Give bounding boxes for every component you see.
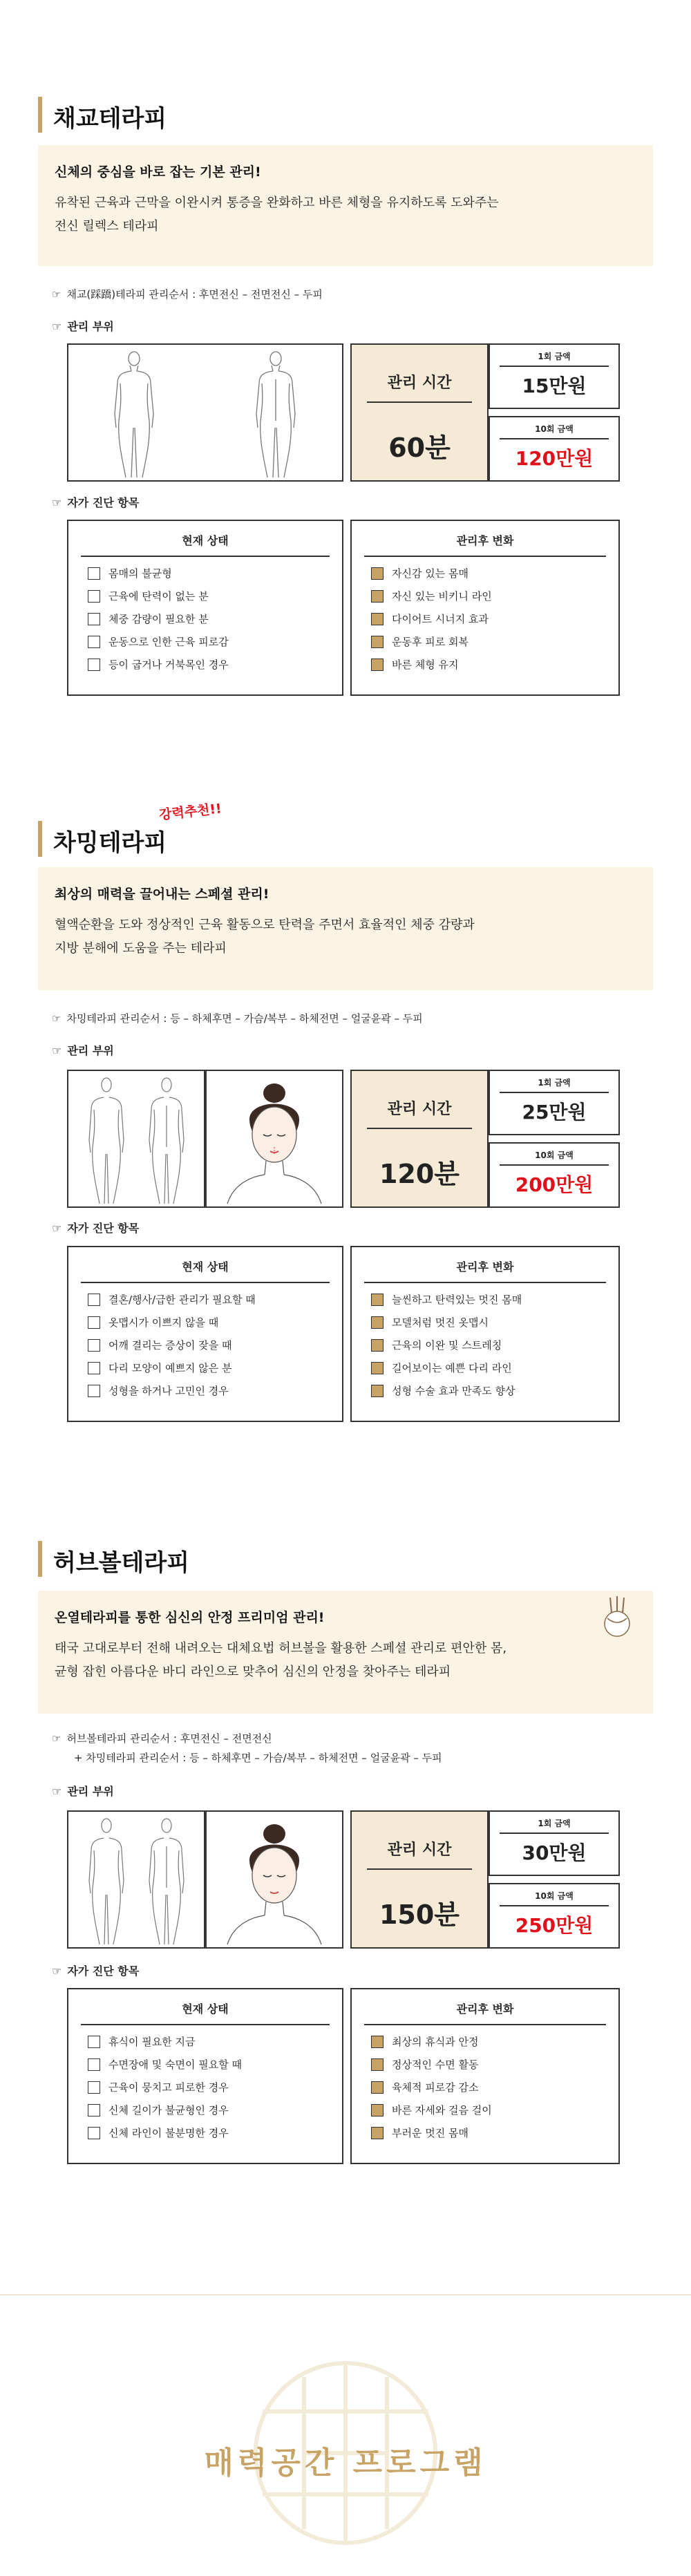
checklist-item[interactable]: [88, 612, 229, 635]
section-herbball: [0, 1506, 691, 2266]
checkbox-icon: [371, 2081, 384, 2094]
item-text: 몸매의 불균형: [108, 567, 172, 580]
current-state-table: [67, 520, 343, 696]
price-caption: 10회 금액: [535, 1891, 574, 1901]
item-text: 정상적인 수면 활동: [392, 2058, 479, 2071]
pointing-hand-icon: ☞: [52, 288, 61, 301]
check-label-text: 자가 진단 항목: [67, 1964, 140, 1978]
area-label-text: 관리 부위: [67, 1044, 114, 1057]
checklist-item[interactable]: [88, 635, 229, 658]
intro-line: 태국 고대로부터 전해 내려오는 대체요법 허브볼을 활용한 스페셜 관리로 편안한 몸,: [55, 1641, 507, 1656]
intro-line: 혈액순환을 도와 정상적인 근육 활동으로 탄력을 주면서 효율적인 체중 감량과: [55, 918, 475, 932]
price-value: 250만원: [515, 1914, 594, 1937]
item-text: 운동후 피로 회복: [392, 636, 468, 648]
divider: [500, 1164, 609, 1166]
price-value: 200만원: [515, 1173, 594, 1196]
time-value: 120분: [379, 1159, 460, 1189]
item-text: 등이 굽거나 거북목인 경우: [108, 659, 229, 671]
face-illustration-icon: [207, 1812, 342, 1947]
body-figure-box: [67, 1810, 205, 1949]
checklist: [88, 2035, 242, 2149]
current-state-table: [67, 1988, 343, 2164]
care-order: [52, 1009, 423, 1028]
title-accent-bar: [38, 1541, 42, 1577]
checklist: [371, 2035, 492, 2149]
table-header: 관리후 변화: [456, 534, 514, 547]
footer-divider: [0, 2294, 691, 2295]
table-header: 관리후 변화: [456, 1260, 514, 1273]
checkbox-icon[interactable]: [88, 2058, 100, 2071]
pointing-hand-icon: ☞: [52, 496, 62, 509]
table-header: 현재 상태: [182, 1260, 229, 1273]
checkbox-icon[interactable]: [88, 1294, 100, 1306]
current-state-table: [67, 1246, 343, 1422]
section-chaegyo: [0, 0, 691, 719]
area-label-text: 관리 부위: [67, 320, 114, 333]
title-accent-bar: [38, 97, 42, 133]
checklist-item: [371, 658, 492, 681]
checkbox-icon: [371, 1385, 384, 1397]
checkbox-icon[interactable]: [88, 613, 100, 625]
item-text: 운동으로 인한 근육 피로감: [108, 636, 229, 648]
checkbox-icon[interactable]: [88, 567, 100, 580]
checkbox-icon: [371, 659, 384, 671]
price-ten-box: [489, 1142, 620, 1208]
divider: [367, 401, 472, 403]
price-ten-box: [489, 416, 620, 482]
price-ten-box: [489, 1883, 620, 1949]
item-text: 자신 있는 비키니 라인: [392, 590, 492, 603]
herb-ball-icon: [598, 1595, 639, 1640]
checkbox-icon[interactable]: [88, 2127, 100, 2139]
item-text: 부러운 멋진 몸매: [392, 2127, 468, 2139]
care-order: [52, 285, 323, 304]
checklist-item: [371, 567, 492, 589]
checkbox-icon[interactable]: [88, 2036, 100, 2048]
pointing-hand-icon: ☞: [52, 1012, 61, 1025]
pointing-hand-icon: ☞: [52, 1044, 62, 1057]
checkbox-icon: [371, 2127, 384, 2139]
checklist-item: [371, 1361, 522, 1384]
divider: [81, 1282, 330, 1283]
checklist-item[interactable]: [88, 2058, 242, 2081]
price-caption: 10회 금액: [535, 1150, 574, 1160]
price-single-box: [489, 343, 620, 409]
body-silhouette-icon: [68, 1071, 204, 1206]
area-label: [52, 1042, 114, 1058]
item-text: 신체 길이가 불균형인 경우: [108, 2104, 229, 2116]
checkbox-icon: [371, 2104, 384, 2116]
body-figure-box: [67, 343, 343, 482]
section-title: 차밍테라피: [53, 829, 167, 857]
checkbox-icon[interactable]: [88, 1316, 100, 1329]
intro-lead: 최상의 매력을 끌어내는 스페셜 관리!: [55, 887, 269, 902]
divider: [500, 1832, 609, 1834]
divider: [500, 1092, 609, 1093]
item-text: 모델처럼 멋진 옷맵시: [392, 1316, 489, 1329]
checkbox-icon[interactable]: [88, 659, 100, 671]
intro-lead: 신체의 중심을 바로 잡는 기본 관리!: [55, 164, 261, 180]
time-label: 관리 시간: [387, 375, 452, 392]
time-value: 150분: [379, 1900, 460, 1930]
item-text: 신체 라인이 불분명한 경우: [108, 2127, 229, 2139]
price-caption: 1회 금액: [538, 352, 571, 361]
item-text: 결혼/행사/급한 관리가 필요할 때: [108, 1294, 256, 1306]
checkbox-icon: [371, 2036, 384, 2048]
check-label-text: 자가 진단 항목: [67, 1222, 140, 1235]
body-silhouette-icon: [68, 345, 342, 480]
intro-box: [38, 145, 653, 266]
time-label: 관리 시간: [387, 1841, 452, 1859]
checklist-item: [371, 2035, 492, 2058]
item-text: 바른 자세와 걸음 걸이: [392, 2104, 492, 2116]
time-box: [350, 343, 489, 482]
time-label: 관리 시간: [387, 1101, 452, 1118]
order-text: + 차밍테라피 관리순서 : 등 – 하체후면 – 가슴/복부 – 하체전면 – 얼굴윤곽 – 두피: [74, 1752, 442, 1764]
item-text: 자신감 있는 몸매: [392, 567, 468, 580]
checklist-item[interactable]: [88, 2035, 242, 2058]
after-care-table: [350, 520, 620, 696]
divider: [364, 556, 606, 557]
checkbox-icon: [371, 613, 384, 625]
area-label-text: 관리 부위: [67, 1785, 114, 1798]
checklist-item[interactable]: [88, 1293, 256, 1316]
checkbox-icon: [371, 1362, 384, 1374]
pointing-hand-icon: ☞: [52, 1964, 62, 1978]
checkbox-icon[interactable]: [88, 1362, 100, 1374]
intro-line: 지방 분해에 도움을 주는 테라피: [55, 941, 227, 956]
price-caption: 1회 금액: [538, 1078, 571, 1088]
price-value: 15만원: [522, 375, 587, 397]
price-value: 120만원: [515, 447, 594, 470]
divider: [81, 2024, 330, 2025]
checklist-item[interactable]: [88, 589, 229, 612]
order-text: 허브볼테라피 관리순서 : 후면전신 – 전면전신: [66, 1732, 272, 1745]
checkbox-icon[interactable]: [88, 636, 100, 648]
item-text: 수면장애 및 숙면이 필요할 때: [108, 2058, 242, 2071]
item-text: 근육의 이완 및 스트레칭: [392, 1339, 502, 1352]
checkbox-icon[interactable]: [88, 1339, 100, 1352]
item-text: 휴식이 필요한 지금: [108, 2036, 196, 2048]
checklist-item: [371, 2103, 492, 2126]
checklist-item[interactable]: [88, 2126, 242, 2149]
checklist-item: [371, 2126, 492, 2149]
face-figure-box: [205, 1810, 343, 1949]
checkbox-icon: [371, 2058, 384, 2071]
after-care-table: [350, 1988, 620, 2164]
check-label-text: 자가 진단 항목: [67, 496, 140, 509]
time-box: [350, 1810, 489, 1949]
checkbox-icon[interactable]: [88, 590, 100, 603]
section-title: 채교테라피: [53, 105, 167, 133]
intro-box: [38, 1591, 653, 1714]
price-value: 30만원: [522, 1841, 587, 1864]
item-text: 최상의 휴식과 안정: [392, 2036, 479, 2048]
section-title-wrap: [38, 1541, 259, 1577]
item-text: 성형을 하거나 고민인 경우: [108, 1385, 229, 1397]
table-header: 현재 상태: [182, 534, 229, 547]
area-label: [52, 1783, 114, 1799]
price-caption: 10회 금액: [535, 424, 574, 434]
check-label: [52, 494, 139, 510]
checkbox-icon: [371, 590, 384, 603]
item-text: 성형 수술 효과 만족도 향상: [392, 1385, 515, 1397]
divider: [367, 1868, 472, 1870]
item-text: 어깨 결리는 증상이 잦을 때: [108, 1339, 232, 1352]
time-value: 60분: [388, 433, 451, 463]
divider: [500, 1905, 609, 1906]
section-title-wrap: [38, 97, 245, 133]
order-text: 차밍테라피 관리순서 : 등 – 하체후면 – 가슴/복부 – 하체전면 – 얼굴윤곽 – 두피: [66, 1012, 423, 1025]
checklist: [371, 1293, 522, 1407]
checklist-item: [371, 1293, 522, 1316]
order-text: 채교(踩蹻)테라피 관리순서 : 후면전신 – 전면전신 – 두피: [66, 288, 323, 301]
face-illustration-icon: [207, 1071, 342, 1206]
item-text: 옷맵시가 이쁘지 않을 때: [108, 1316, 219, 1329]
intro-line: 유착된 근육과 근막을 이완시켜 통증을 완화하고 바른 체형을 유지하도록 도와주는: [55, 196, 499, 210]
intro-line: 균형 잡힌 아름다운 바디 라인으로 맞추어 심신의 안정을 찾아주는 테라피: [55, 1665, 451, 1679]
checkbox-icon[interactable]: [88, 1385, 100, 1397]
table-header: 현재 상태: [182, 2002, 229, 2016]
checklist-item: [371, 2058, 492, 2081]
checklist: [371, 567, 492, 681]
body-silhouette-icon: [68, 1812, 204, 1947]
section-charming: [0, 760, 691, 1486]
checkbox-icon[interactable]: [88, 2104, 100, 2116]
checklist: [88, 567, 229, 681]
divider: [500, 438, 609, 439]
item-text: 늘씬하고 탄력있는 멋진 몸매: [392, 1294, 522, 1306]
section-title: 허브볼테라피: [53, 1549, 190, 1577]
checklist-item[interactable]: [88, 1361, 256, 1384]
face-figure-box: [205, 1070, 343, 1208]
area-label: [52, 318, 114, 334]
checklist-item: [371, 589, 492, 612]
body-figure-box: [67, 1070, 205, 1208]
checkbox-icon: [371, 1316, 384, 1329]
checklist-item: [371, 1316, 522, 1338]
item-text: 다이어트 시너지 효과: [392, 613, 489, 625]
price-single-box: [489, 1810, 620, 1876]
checklist-item[interactable]: [88, 1316, 256, 1338]
table-header: 관리후 변화: [456, 2002, 514, 2016]
pointing-hand-icon: ☞: [52, 1732, 61, 1745]
recommend-badge: 강력추천!!: [158, 801, 223, 823]
divider: [81, 556, 330, 557]
item-text: 체중 감량이 필요한 분: [108, 613, 209, 625]
divider: [367, 1128, 472, 1129]
checkbox-icon: [371, 1339, 384, 1352]
check-label: [52, 1220, 139, 1235]
divider: [500, 366, 609, 367]
price-single-box: [489, 1070, 620, 1135]
checklist-item[interactable]: [88, 567, 229, 589]
checklist-item: [371, 2081, 492, 2103]
intro-lead: 온열테라피를 통한 심신의 안정 프리미엄 관리!: [55, 1610, 325, 1625]
price-caption: 1회 금액: [538, 1819, 571, 1828]
item-text: 근육이 뭉치고 피로한 경우: [108, 2081, 229, 2094]
divider: [364, 1282, 606, 1283]
intro-line: 전신 릴렉스 테라피: [55, 219, 159, 234]
checkbox-icon: [371, 636, 384, 648]
section-title-wrap: [38, 821, 245, 857]
price-value: 25만원: [522, 1101, 587, 1124]
pointing-hand-icon: ☞: [52, 1785, 62, 1798]
checkbox-icon: [371, 1294, 384, 1306]
checklist-item[interactable]: [88, 1384, 256, 1407]
item-text: 육체적 피로감 감소: [392, 2081, 479, 2094]
title-accent-bar: [38, 821, 42, 857]
after-care-table: [350, 1246, 620, 1422]
time-box: [350, 1070, 489, 1208]
item-text: 다리 모양이 예쁘지 않은 분: [108, 1362, 232, 1374]
checkbox-icon: [371, 567, 384, 580]
checklist-item: [371, 635, 492, 658]
divider: [364, 2024, 606, 2025]
intro-box: [38, 867, 653, 990]
checklist-item: [371, 1384, 522, 1407]
checklist-item[interactable]: [88, 2103, 242, 2126]
checklist: [88, 1293, 256, 1407]
item-text: 바른 체형 유지: [392, 659, 459, 671]
pointing-hand-icon: ☞: [52, 320, 62, 333]
footer-logo-text: 매력공간 프로그램: [204, 2445, 487, 2481]
checklist-item[interactable]: [88, 658, 229, 681]
check-label: [52, 1962, 139, 1978]
item-text: 길어보이는 예쁜 다리 라인: [392, 1362, 512, 1374]
item-text: 근육에 탄력이 없는 분: [108, 590, 209, 603]
checklist-item[interactable]: [88, 1338, 256, 1361]
checkbox-icon[interactable]: [88, 2081, 100, 2094]
pointing-hand-icon: ☞: [52, 1222, 62, 1235]
checklist-item[interactable]: [88, 2081, 242, 2103]
checklist-item: [371, 1338, 522, 1361]
care-order: [52, 1729, 442, 1768]
checklist-item: [371, 612, 492, 635]
